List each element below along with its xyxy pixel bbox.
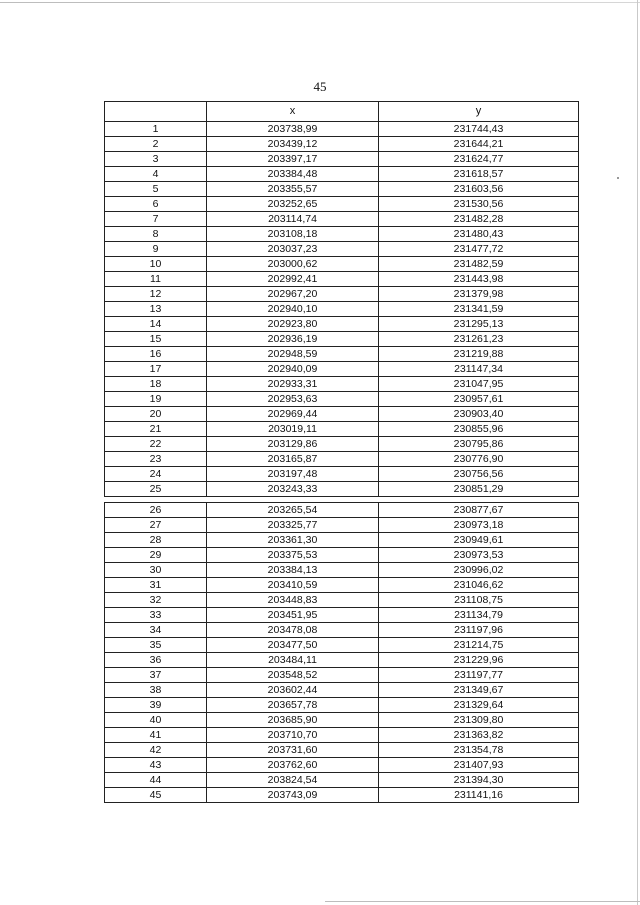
y-coordinate-cell: 231618,57 [379,167,579,182]
table-row [105,773,579,788]
table-row [105,653,579,668]
point-number-cell: 33 [105,608,207,623]
x-coordinate-cell: 203252,65 [207,197,379,212]
y-coordinate-cell: 231341,59 [379,302,579,317]
y-coordinate-cell: 231407,93 [379,758,579,773]
y-coordinate-cell: 231309,80 [379,713,579,728]
y-coordinate-cell: 231134,79 [379,608,579,623]
point-number-cell: 28 [105,533,207,548]
point-number-cell: 25 [105,482,207,497]
y-coordinate-cell: 231603,56 [379,182,579,197]
y-coordinate-cell: 231197,77 [379,668,579,683]
x-coordinate-cell: 203451,95 [207,608,379,623]
point-number-cell: 23 [105,452,207,467]
x-coordinate-cell: 203197,48 [207,467,379,482]
x-coordinate-cell: 203355,57 [207,182,379,197]
y-coordinate-cell: 230877,67 [379,503,579,518]
table-row [105,422,579,437]
y-coordinate-cell: 231047,95 [379,377,579,392]
table-row [105,503,579,518]
point-number-cell: 14 [105,317,207,332]
table-row [105,608,579,623]
table-row [105,377,579,392]
table-row [105,197,579,212]
x-coordinate-cell: 202940,09 [207,362,379,377]
point-number-cell: 20 [105,407,207,422]
y-coordinate-cell: 231379,98 [379,287,579,302]
x-coordinate-cell: 203448,83 [207,593,379,608]
point-number-cell: 44 [105,773,207,788]
page-number: 45 [313,79,327,94]
point-number-cell: 35 [105,638,207,653]
y-coordinate-cell: 231197,96 [379,623,579,638]
y-coordinate-cell: 231530,56 [379,197,579,212]
header-x: x [207,102,379,122]
x-coordinate-cell: 202948,59 [207,347,379,362]
table-row [105,317,579,332]
y-coordinate-cell: 231477,72 [379,242,579,257]
x-coordinate-cell: 203019,11 [207,422,379,437]
table-row [105,563,579,578]
table-row [105,518,579,533]
table-row [105,668,579,683]
table-row [105,407,579,422]
table-row [105,347,579,362]
table-row [105,392,579,407]
x-coordinate-cell: 203397,17 [207,152,379,167]
x-coordinate-cell: 203439,12 [207,137,379,152]
scan-edge-bottom [325,901,640,902]
y-coordinate-cell: 230795,86 [379,437,579,452]
y-coordinate-cell: 230973,53 [379,548,579,563]
table-row [105,467,579,482]
y-coordinate-cell: 231219,88 [379,347,579,362]
point-number-cell: 30 [105,563,207,578]
table-row [105,743,579,758]
point-number-cell: 40 [105,713,207,728]
x-coordinate-cell: 203384,13 [207,563,379,578]
table-body-part-2 [105,503,579,803]
table-row [105,302,579,317]
point-number-cell: 22 [105,437,207,452]
table-row [105,242,579,257]
point-number-cell: 16 [105,347,207,362]
x-coordinate-cell: 203685,90 [207,713,379,728]
y-coordinate-cell: 231480,43 [379,227,579,242]
table-row [105,152,579,167]
x-coordinate-cell: 203325,77 [207,518,379,533]
point-number-cell: 38 [105,683,207,698]
x-coordinate-cell: 203738,99 [207,122,379,137]
x-coordinate-cell: 203484,11 [207,653,379,668]
point-number-cell: 21 [105,422,207,437]
table-row [105,182,579,197]
scan-edge-right [637,0,638,905]
table-row [105,227,579,242]
x-coordinate-cell: 203477,50 [207,638,379,653]
table-row [105,638,579,653]
y-coordinate-cell: 231147,34 [379,362,579,377]
point-number-cell: 7 [105,212,207,227]
scan-edge-top [0,2,170,3]
y-coordinate-cell: 230855,96 [379,422,579,437]
x-coordinate-cell: 203657,78 [207,698,379,713]
x-coordinate-cell: 203243,33 [207,482,379,497]
table-row [105,452,579,467]
y-coordinate-cell: 231482,59 [379,257,579,272]
y-coordinate-cell: 231295,13 [379,317,579,332]
point-number-cell: 26 [105,503,207,518]
table-body-part-1 [105,122,579,497]
table-row [105,167,579,182]
point-number-cell: 2 [105,137,207,152]
x-coordinate-cell: 202953,63 [207,392,379,407]
y-coordinate-cell: 230776,90 [379,452,579,467]
table-row [105,257,579,272]
table-row [105,683,579,698]
x-coordinate-cell: 202992,41 [207,272,379,287]
point-number-cell: 24 [105,467,207,482]
table-row [105,788,579,803]
coordinates-table [104,101,579,803]
x-coordinate-cell: 202967,20 [207,287,379,302]
x-coordinate-cell: 203129,86 [207,437,379,452]
table-row [105,593,579,608]
point-number-cell: 39 [105,698,207,713]
y-coordinate-cell: 230851,29 [379,482,579,497]
y-coordinate-cell: 231394,30 [379,773,579,788]
table-row [105,482,579,497]
x-coordinate-cell: 203743,09 [207,788,379,803]
point-number-cell: 9 [105,242,207,257]
y-coordinate-cell: 230996,02 [379,563,579,578]
table-row [105,362,579,377]
x-coordinate-cell: 203762,60 [207,758,379,773]
y-coordinate-cell: 231229,96 [379,653,579,668]
point-number-cell: 12 [105,287,207,302]
x-coordinate-cell: 203478,08 [207,623,379,638]
table-header-row [105,102,579,122]
x-coordinate-cell: 203824,54 [207,773,379,788]
point-number-cell: 36 [105,653,207,668]
point-number-cell: 8 [105,227,207,242]
y-coordinate-cell: 231261,23 [379,332,579,347]
point-number-cell: 15 [105,332,207,347]
y-coordinate-cell: 230903,40 [379,407,579,422]
point-number-cell: 11 [105,272,207,287]
x-coordinate-cell: 203602,44 [207,683,379,698]
y-coordinate-cell: 231354,78 [379,743,579,758]
point-number-cell: 31 [105,578,207,593]
x-coordinate-cell: 203410,59 [207,578,379,593]
table-row [105,713,579,728]
point-number-cell: 17 [105,362,207,377]
point-number-cell: 45 [105,788,207,803]
point-number-cell: 41 [105,728,207,743]
table-row [105,212,579,227]
point-number-cell: 13 [105,302,207,317]
table-row [105,533,579,548]
point-number-cell: 37 [105,668,207,683]
y-coordinate-cell: 231329,64 [379,698,579,713]
table-row [105,437,579,452]
x-coordinate-cell: 203548,52 [207,668,379,683]
x-coordinate-cell: 202969,44 [207,407,379,422]
table-row [105,548,579,563]
point-number-cell: 27 [105,518,207,533]
table-row [105,332,579,347]
point-number-cell: 18 [105,377,207,392]
y-coordinate-cell: 230756,56 [379,467,579,482]
table-row [105,137,579,152]
y-coordinate-cell: 230949,61 [379,533,579,548]
x-coordinate-cell: 203000,62 [207,257,379,272]
y-coordinate-cell: 231141,16 [379,788,579,803]
x-coordinate-cell: 203108,18 [207,227,379,242]
x-coordinate-cell: 203265,54 [207,503,379,518]
x-coordinate-cell: 203361,30 [207,533,379,548]
x-coordinate-cell: 203037,23 [207,242,379,257]
y-coordinate-cell: 231744,43 [379,122,579,137]
point-number-cell: 5 [105,182,207,197]
point-number-cell: 6 [105,197,207,212]
y-coordinate-cell: 231443,98 [379,272,579,287]
point-number-cell: 1 [105,122,207,137]
header-number [105,102,207,122]
x-coordinate-cell: 203114,74 [207,212,379,227]
y-coordinate-cell: 231046,62 [379,578,579,593]
x-coordinate-cell: 202923,80 [207,317,379,332]
header-y: y [379,102,579,122]
scan-speck [617,177,619,179]
x-coordinate-cell: 203710,70 [207,728,379,743]
point-number-cell: 42 [105,743,207,758]
table-row [105,287,579,302]
x-coordinate-cell: 203384,48 [207,167,379,182]
point-number-cell: 32 [105,593,207,608]
x-coordinate-cell: 203165,87 [207,452,379,467]
point-number-cell: 10 [105,257,207,272]
y-coordinate-cell: 231482,28 [379,212,579,227]
y-coordinate-cell: 230973,18 [379,518,579,533]
table-row [105,272,579,287]
table-row [105,698,579,713]
x-coordinate-cell: 202940,10 [207,302,379,317]
x-coordinate-cell: 202933,31 [207,377,379,392]
scan-edge-top-right [170,2,640,3]
table-row [105,623,579,638]
y-coordinate-cell: 231624,77 [379,152,579,167]
x-coordinate-cell: 203375,53 [207,548,379,563]
point-number-cell: 34 [105,623,207,638]
y-coordinate-cell: 231214,75 [379,638,579,653]
y-coordinate-cell: 231644,21 [379,137,579,152]
point-number-cell: 3 [105,152,207,167]
table-row [105,728,579,743]
table-row [105,122,579,137]
y-coordinate-cell: 231349,67 [379,683,579,698]
y-coordinate-cell: 231108,75 [379,593,579,608]
point-number-cell: 4 [105,167,207,182]
point-number-cell: 19 [105,392,207,407]
y-coordinate-cell: 230957,61 [379,392,579,407]
point-number-cell: 43 [105,758,207,773]
x-coordinate-cell: 202936,19 [207,332,379,347]
table-row [105,758,579,773]
point-number-cell: 29 [105,548,207,563]
y-coordinate-cell: 231363,82 [379,728,579,743]
x-coordinate-cell: 203731,60 [207,743,379,758]
table-row [105,578,579,593]
